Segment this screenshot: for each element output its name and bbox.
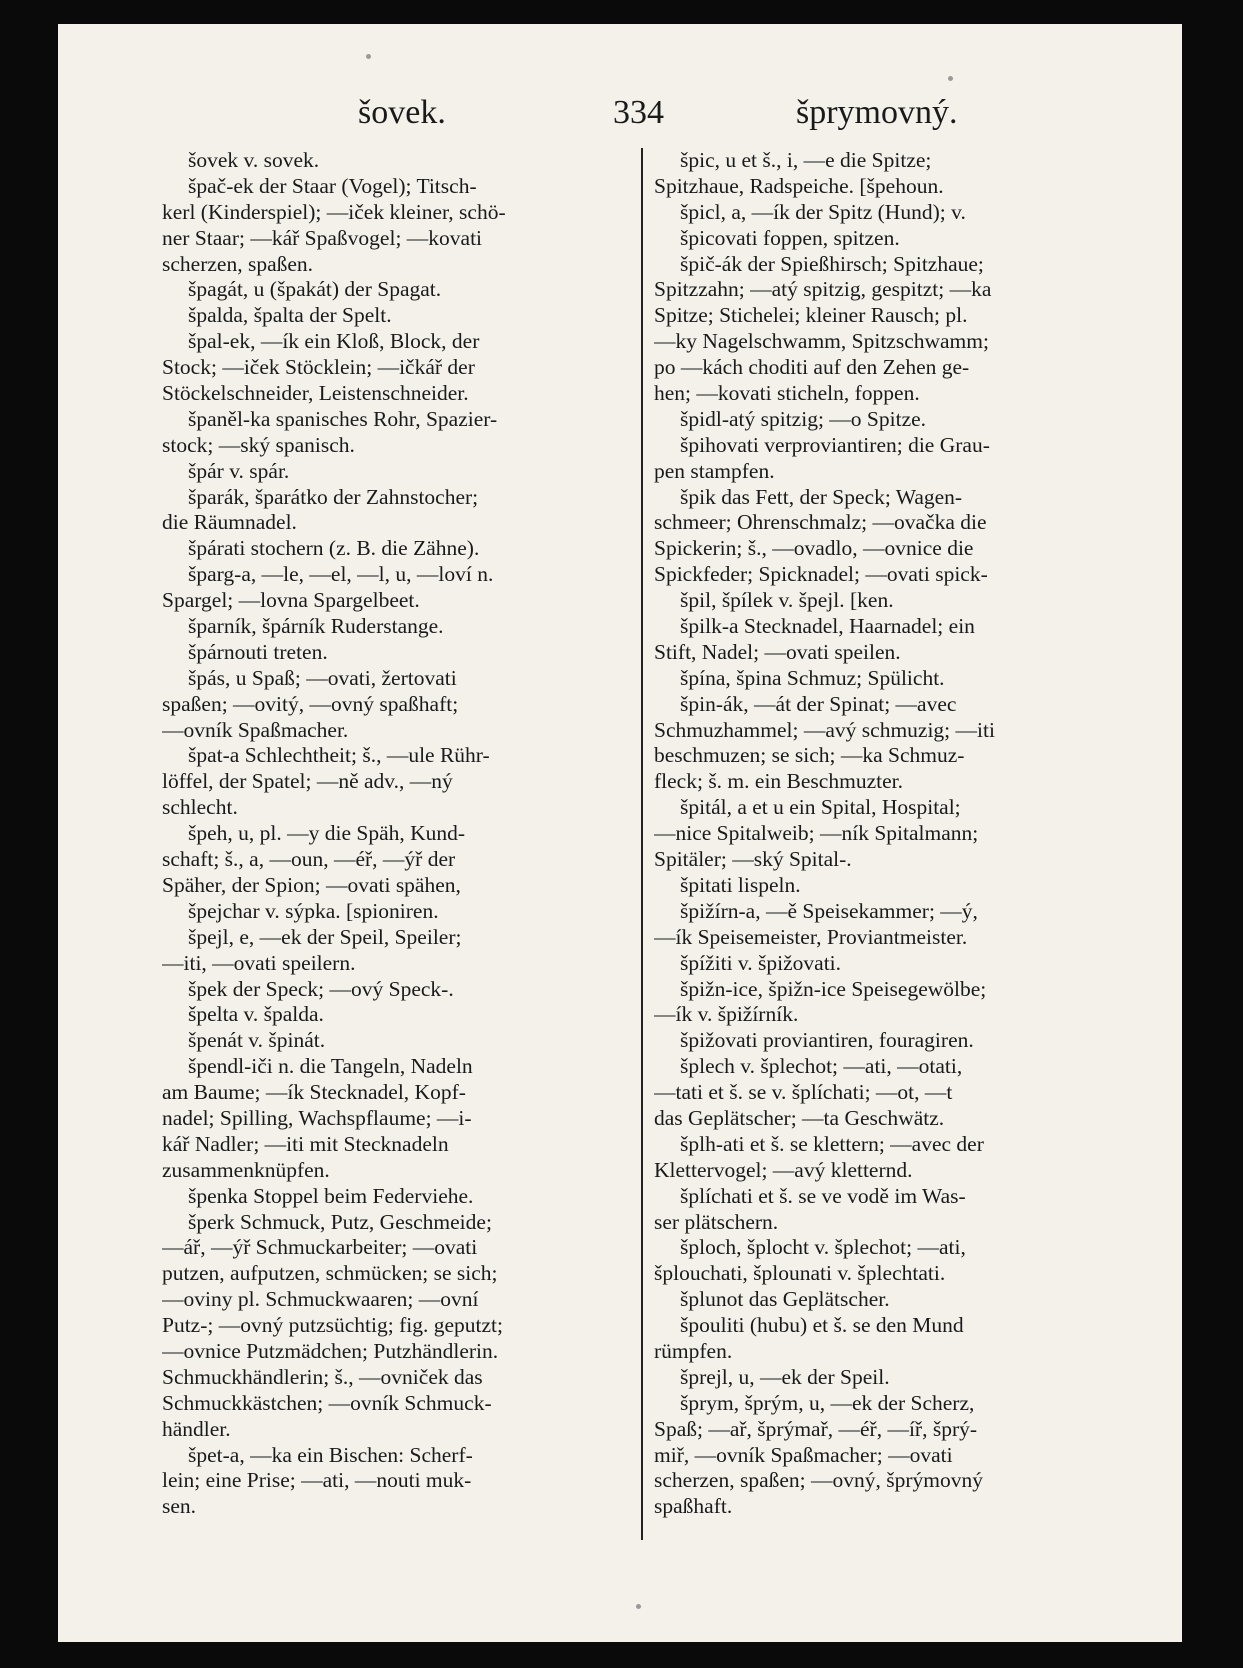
dictionary-line: —nice Spitalweib; —ník Spitalmann; (654, 821, 979, 846)
dictionary-line: schlecht. (162, 795, 238, 820)
dictionary-line: Spitäler; —ský Spital-. (654, 847, 852, 872)
dictionary-line: špitál, a et u ein Spital, Hospital; (680, 795, 961, 820)
dictionary-line: nadel; Spilling, Wachspflaume; —i- (162, 1105, 472, 1130)
dictionary-line: špeh, u, pl. —y die Späh, Kund- (188, 821, 466, 846)
dictionary-line: miř, —ovník Spaßmacher; —ovati (654, 1442, 953, 1467)
dictionary-line: stock; —ský spanisch. (162, 432, 355, 457)
dictionary-line: ser plätschern. (654, 1209, 779, 1234)
dictionary-line: —iti, —ovati speilern. (162, 950, 356, 975)
dictionary-line: špet-a, —ka ein Bischen: Scherf- (188, 1442, 473, 1467)
dictionary-line: špížiti v. špižovati. (680, 950, 842, 975)
dictionary-line: ner Staar; —kář Spaßvogel; —kovati (162, 225, 483, 250)
dictionary-line: špižírn-a, —ě Speisekammer; —ý, (680, 898, 978, 923)
right-column (654, 148, 1094, 1520)
left-column (162, 148, 602, 1520)
dictionary-line: špitati lispeln. (680, 872, 801, 897)
dictionary-line: scherzen, spaßen; —ovný, šprýmovný (654, 1468, 983, 1493)
dictionary-line: špendl-iči n. die Tangeln, Nadeln (188, 1054, 473, 1079)
header-first-entry: šovek. (358, 94, 446, 131)
dictionary-line: spaßen; —ovitý, —ovný spaßhaft; (162, 691, 459, 716)
dictionary-line: špelta v. špalda. (188, 1002, 324, 1027)
dictionary-line: špin-ák, —át der Spinat; —avec (680, 691, 957, 716)
dictionary-line: špič-ák der Spießhirsch; Spitzhaue; (680, 251, 984, 276)
running-header (58, 76, 1182, 136)
dictionary-line: scherzen, spaßen. (162, 251, 314, 276)
dictionary-line: beschmuzen; se sich; —ka Schmuz- (654, 743, 965, 768)
dictionary-line: špenka Stoppel beim Federviehe. (188, 1183, 474, 1208)
dictionary-line: špihovati verproviantiren; die Grau- (680, 432, 990, 457)
dictionary-line: Stöckelschneider, Leistenschneider. (162, 381, 469, 406)
dictionary-line: špás, u Spaß; —ovati, žertovati (188, 665, 457, 690)
dictionary-line: Spargel; —lovna Spargelbeet. (162, 588, 420, 613)
dictionary-line: špik das Fett, der Speck; Wagen- (680, 484, 963, 509)
dictionary-line: Spickerin; š., —ovadlo, —ovnice die (654, 536, 974, 561)
print-speck (948, 76, 953, 81)
dictionary-line: Spaß; —ař, šprýmař, —éř, —íř, šprý- (654, 1416, 978, 1441)
dictionary-line: špenát v. špinát. (188, 1028, 326, 1053)
dictionary-line: špidl-atý spitzig; —o Spitze. (680, 406, 927, 431)
dictionary-line: šplouchati, šplounati v. šplechtati. (654, 1261, 946, 1286)
dictionary-line: špagát, u (špakát) der Spagat. (188, 277, 442, 302)
dictionary-line: am Baume; —ík Stecknadel, Kopf- (162, 1080, 466, 1105)
dictionary-line: —ovník Spaßmacher. (162, 717, 349, 742)
dictionary-line: šploch, šplocht v. šplechot; —ati, (680, 1235, 966, 1260)
dictionary-line: kář Nadler; —iti mit Stecknadeln (162, 1131, 449, 1156)
dictionary-line: —tati et š. se v. šplíchati; —ot, —t (654, 1080, 953, 1105)
dictionary-line: Klettervogel; —avý kletternd. (654, 1157, 913, 1182)
dictionary-line: špárnouti treten. (188, 639, 328, 664)
dictionary-line: pen stampfen. (654, 458, 775, 483)
dictionary-line: —ík v. špižírník. (654, 1002, 799, 1027)
dictionary-line: špek der Speck; —ový Speck-. (188, 976, 454, 1001)
dictionary-line: rümpfen. (654, 1338, 733, 1363)
dictionary-line: šplunot das Geplätscher. (680, 1287, 890, 1312)
dictionary-line: Schmuzhammel; —avý schmuzig; —iti (654, 717, 995, 742)
dictionary-line: špic, u et š., i, —e die Spitze; (680, 148, 932, 172)
dictionary-line: Späher, der Spion; —ovati spähen, (162, 872, 461, 897)
dictionary-line: —ky Nagelschwamm, Spitzschwamm; (654, 329, 989, 354)
dictionary-line: špína, špina Schmuz; Spülicht. (680, 665, 945, 690)
dictionary-line: špilk-a Stecknadel, Haarnadel; ein (680, 614, 975, 639)
dictionary-line: Putz-; —ovný putzsüchtig; fig. geputzt; (162, 1313, 503, 1338)
dictionary-line: fleck; š. m. ein Beschmuzter. (654, 769, 903, 794)
dictionary-line: šprym, šprým, u, —ek der Scherz, (680, 1390, 975, 1415)
dictionary-line: špicl, a, —ík der Spitz (Hund); v. (680, 199, 966, 224)
dictionary-line: zusammenknüpfen. (162, 1157, 330, 1182)
dictionary-line: kerl (Kinderspiel); —iček kleiner, schö- (162, 199, 506, 224)
dictionary-line: die Räumnadel. (162, 510, 297, 535)
dictionary-line: špižovati proviantiren, fouragiren. (680, 1028, 974, 1053)
dictionary-line: Spickfeder; Spicknadel; —ovati spick- (654, 562, 988, 587)
page-number: 334 (613, 94, 664, 131)
dictionary-line: putzen, aufputzen, schmücken; se sich; (162, 1261, 498, 1286)
dictionary-line: špač-ek der Staar (Vogel); Titsch- (188, 173, 477, 198)
dictionary-line: Schmuckhändlerin; š., —ovniček das (162, 1364, 483, 1389)
column-divider (641, 148, 643, 1540)
print-speck (636, 1604, 641, 1609)
print-speck (366, 54, 371, 59)
header-last-entry: šprymovný. (796, 94, 958, 131)
dictionary-line: löffel, der Spatel; —ně adv., —ný (162, 769, 453, 794)
dictionary-line: špat-a Schlechtheit; š., —ule Rühr- (188, 743, 490, 768)
dictionary-line: šplíchati et š. se ve vodě im Was- (680, 1183, 966, 1208)
dictionary-line: das Geplätscher; —ta Geschwätz. (654, 1105, 945, 1130)
dictionary-line: špal-ek, —ík ein Kloß, Block, der (188, 329, 480, 354)
dictionary-line: šplech v. šplechot; —ati, —otati, (680, 1054, 963, 1079)
dictionary-line: lein; eine Prise; —ati, —nouti muk- (162, 1468, 472, 1493)
dictionary-line: šparák, šparátko der Zahnstocher; (188, 484, 479, 509)
dictionary-line: Spitzzahn; —atý spitzig, gespitzt; —ka (654, 277, 992, 302)
dictionary-line: špejchar v. sýpka. [spioniren. (188, 898, 439, 923)
dictionary-line: Spitze; Stichelei; kleiner Rausch; pl. (654, 303, 968, 328)
dictionary-line: špár v. spár. (188, 458, 290, 483)
dictionary-line: špouliti (hubu) et š. se den Mund (680, 1313, 964, 1338)
dictionary-line: Schmuckkästchen; —ovník Schmuck- (162, 1390, 492, 1415)
dictionary-line: Spitzhaue, Radspeiche. [špehoun. (654, 173, 944, 198)
dictionary-line: hen; —kovati sticheln, foppen. (654, 381, 920, 406)
dictionary-line: špicovati foppen, spitzen. (680, 225, 900, 250)
dictionary-line: —oviny pl. Schmuckwaaren; —ovní (162, 1287, 479, 1312)
dictionary-page (58, 24, 1182, 1642)
dictionary-line: sen. (162, 1494, 197, 1519)
dictionary-line: špižn-ice, špižn-ice Speisegewölbe; (680, 976, 987, 1001)
dictionary-line: španěl-ka spanisches Rohr, Spazier- (188, 406, 498, 431)
dictionary-line: šparník, špárník Ruderstange. (188, 614, 444, 639)
dictionary-line: spaßhaft. (654, 1494, 733, 1519)
dictionary-line: schaft; š., a, —oun, —éř, —ýř der (162, 847, 456, 872)
dictionary-line: Stift, Nadel; —ovati speilen. (654, 639, 901, 664)
dictionary-line: —ík Speisemeister, Proviantmeister. (654, 924, 968, 949)
dictionary-line: špalda, špalta der Spelt. (188, 303, 392, 328)
dictionary-line: Stock; —iček Stöcklein; —ičkář der (162, 355, 475, 380)
dictionary-line: —ář, —ýř Schmuckarbeiter; —ovati (162, 1235, 478, 1260)
dictionary-line: —ovnice Putzmädchen; Putzhändlerin. (162, 1338, 499, 1363)
dictionary-line: šperk Schmuck, Putz, Geschmeide; (188, 1209, 492, 1234)
dictionary-line: šprejl, u, —ek der Speil. (680, 1364, 890, 1389)
dictionary-line: špárati stochern (z. B. die Zähne). (188, 536, 480, 561)
dictionary-line: händler. (162, 1416, 231, 1441)
dictionary-line: po —kách choditi auf den Zehen ge- (654, 355, 970, 380)
dictionary-line: špejl, e, —ek der Speil, Speiler; (188, 924, 462, 949)
dictionary-line: šplh-ati et š. se klettern; —avec der (680, 1131, 984, 1156)
dictionary-line: špil, špílek v. špejl. [ken. (680, 588, 894, 613)
dictionary-line: šovek v. sovek. (188, 148, 320, 172)
dictionary-line: schmeer; Ohrenschmalz; —ovačka die (654, 510, 987, 535)
dictionary-line: šparg-a, —le, —el, —l, u, —loví n. (188, 562, 494, 587)
